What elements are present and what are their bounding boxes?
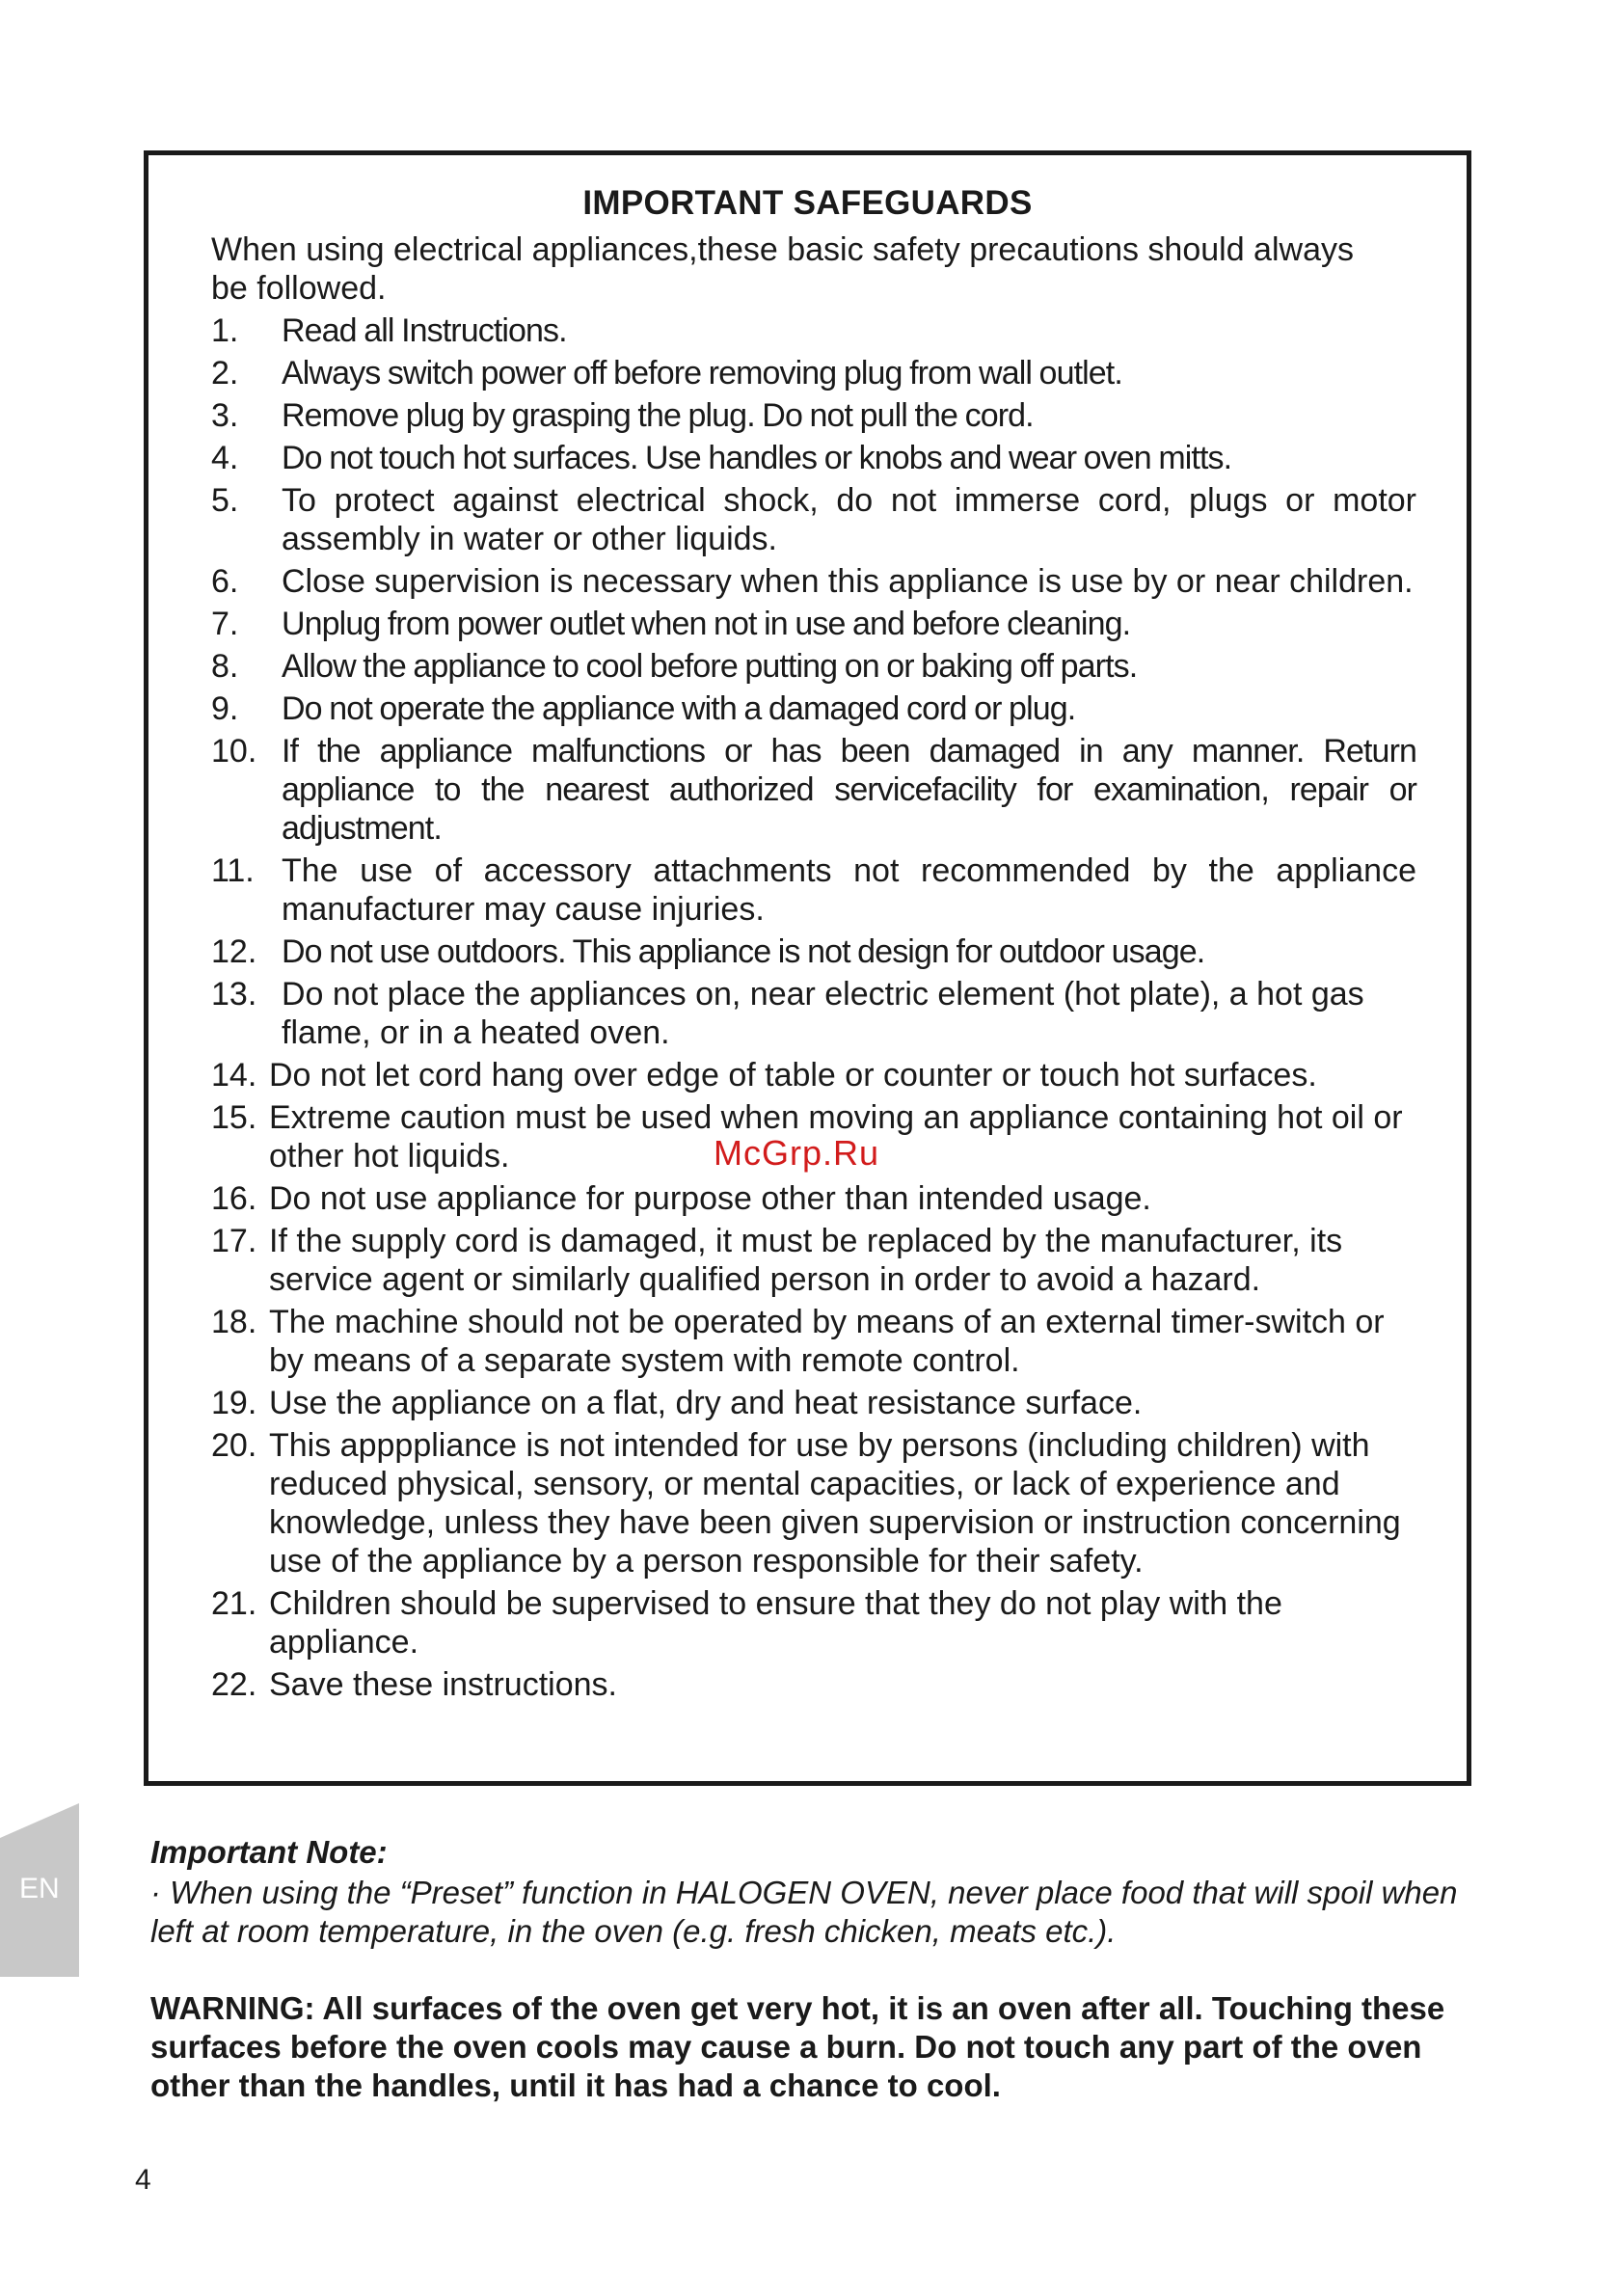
- item-number: 22.: [211, 1666, 257, 1703]
- language-tab: [0, 1803, 79, 1977]
- item-number: 16.: [211, 1180, 257, 1217]
- note-text: · When using the “Preset” function in HALOGEN OVEN, never place food that will spoil when left at room temperature, in the oven (e.g. fresh chicken, meats etc.).: [150, 1875, 1458, 1949]
- item-text: To protect against electrical shock, do not immerse cord, plugs or motor assembly in water or other liquids.: [282, 482, 1416, 557]
- item-number: 11.: [211, 852, 255, 889]
- item-text: Do not operate the appliance with a damaged cord or plug.: [282, 690, 1076, 727]
- item-number: 6.: [211, 563, 239, 600]
- item-text: Do not touch hot surfaces. Use handles or knobs and wear oven mitts.: [282, 440, 1232, 476]
- item-number: 3.: [211, 397, 239, 434]
- item-text: This appppliance is not intended for use by persons (including children) with reduced physical, sensory, or mental capacities, or lack of experience and knowledge, unless they have been given supervision or instruction concerning use of the appliance by a person responsible for their safety.: [269, 1427, 1401, 1580]
- item-number: 10.: [211, 733, 257, 770]
- item-number: 9.: [211, 690, 239, 727]
- item-number: 14.: [211, 1057, 257, 1094]
- list-item: [211, 1056, 1416, 1094]
- item-text: Do not use outdoors. This appliance is not design for outdoor usage.: [282, 933, 1205, 970]
- item-text: If the appliance malfunctions or has been damaged in any manner. Return appliance to the nearest authorized servicefacility for examination, repair or adjustment.: [282, 733, 1416, 847]
- list-item: [211, 562, 1416, 601]
- item-text: Extreme caution must be used when moving an appliance containing hot oil or other hot liquids.: [269, 1099, 1403, 1175]
- list-item: [211, 439, 1416, 477]
- safeguards-intro: When using electrical appliances,these basic safety precautions should always be followed.: [211, 231, 1354, 307]
- item-text: Do not use appliance for purpose other than intended usage.: [269, 1180, 1151, 1217]
- item-text: The machine should not be operated by means of an external timer-switch or by means of a separate system with remote control.: [269, 1304, 1385, 1379]
- list-item: [211, 732, 1416, 848]
- item-text: Unplug from power outlet when not in use and before cleaning.: [282, 606, 1131, 642]
- item-number: 2.: [211, 355, 239, 392]
- list-item: [211, 481, 1416, 558]
- note-title: Important Note:: [150, 1834, 388, 1870]
- item-number: 18.: [211, 1304, 257, 1340]
- item-number: 8.: [211, 648, 239, 685]
- item-text: Save these instructions.: [269, 1666, 617, 1703]
- safeguards-box: [144, 150, 1471, 1786]
- list-item: [211, 311, 1416, 350]
- list-item: [211, 689, 1416, 728]
- list-item: [211, 1222, 1416, 1299]
- item-number: 7.: [211, 606, 239, 642]
- item-number: 15.: [211, 1099, 257, 1136]
- safeguards-list: [211, 311, 1416, 1708]
- language-label: EN: [19, 1873, 60, 1904]
- item-number: 13.: [211, 976, 257, 1013]
- list-item: [211, 975, 1416, 1052]
- watermark: McGrp.Ru: [714, 1133, 880, 1173]
- item-number: 17.: [211, 1223, 257, 1259]
- item-number: 4.: [211, 440, 239, 476]
- item-text: The use of accessory attachments not recommended by the appliance manufacturer may cause injuries.: [282, 852, 1416, 928]
- list-item: [211, 1384, 1416, 1422]
- item-number: 20.: [211, 1427, 257, 1464]
- list-item: [211, 1179, 1416, 1218]
- list-item: [211, 1426, 1416, 1580]
- item-text: Read all Instructions.: [282, 312, 567, 349]
- item-text: Allow the appliance to cool before putting on or baking off parts.: [282, 648, 1138, 685]
- item-text: Use the appliance on a flat, dry and heat resistance surface.: [269, 1385, 1143, 1421]
- safeguards-title: IMPORTANT SAFEGUARDS: [582, 184, 1033, 222]
- list-item: [211, 396, 1416, 435]
- item-text: Always switch power off before removing plug from wall outlet.: [282, 355, 1122, 392]
- list-item: [211, 932, 1416, 971]
- item-number: 21.: [211, 1585, 257, 1622]
- list-item: [211, 1584, 1416, 1661]
- list-item: [211, 1665, 1416, 1704]
- item-text: Remove plug by grasping the plug. Do not pull the cord.: [282, 397, 1034, 434]
- item-number: 12.: [211, 933, 257, 970]
- item-number: 1.: [211, 312, 239, 349]
- list-item: [211, 851, 1416, 929]
- item-number: 5.: [211, 482, 239, 519]
- list-item: [211, 1303, 1416, 1380]
- item-number: 19.: [211, 1385, 257, 1421]
- list-item: [211, 354, 1416, 392]
- item-text: If the supply cord is damaged, it must be replaced by the manufacturer, its service agent or similarly qualified person in order to avoid a hazard.: [269, 1223, 1343, 1298]
- warning-text: WARNING: All surfaces of the oven get very hot, it is an oven after all. Touching these surfaces before the oven cools may cause a burn. Do not touch any part of the oven other than the handles, until it has had a chance to cool.: [150, 1990, 1445, 2103]
- list-item: [211, 647, 1416, 686]
- page-number: 4: [135, 2164, 151, 2196]
- item-text: Close supervision is necessary when this appliance is use by or near children.: [282, 563, 1414, 600]
- item-text: Do not place the appliances on, near electric element (hot plate), a hot gas flame, or in a heated oven.: [282, 976, 1364, 1051]
- item-text: Do not let cord hang over edge of table or counter or touch hot surfaces.: [269, 1057, 1317, 1094]
- list-item: [211, 605, 1416, 643]
- item-text: Children should be supervised to ensure that they do not play with the appliance.: [269, 1585, 1282, 1661]
